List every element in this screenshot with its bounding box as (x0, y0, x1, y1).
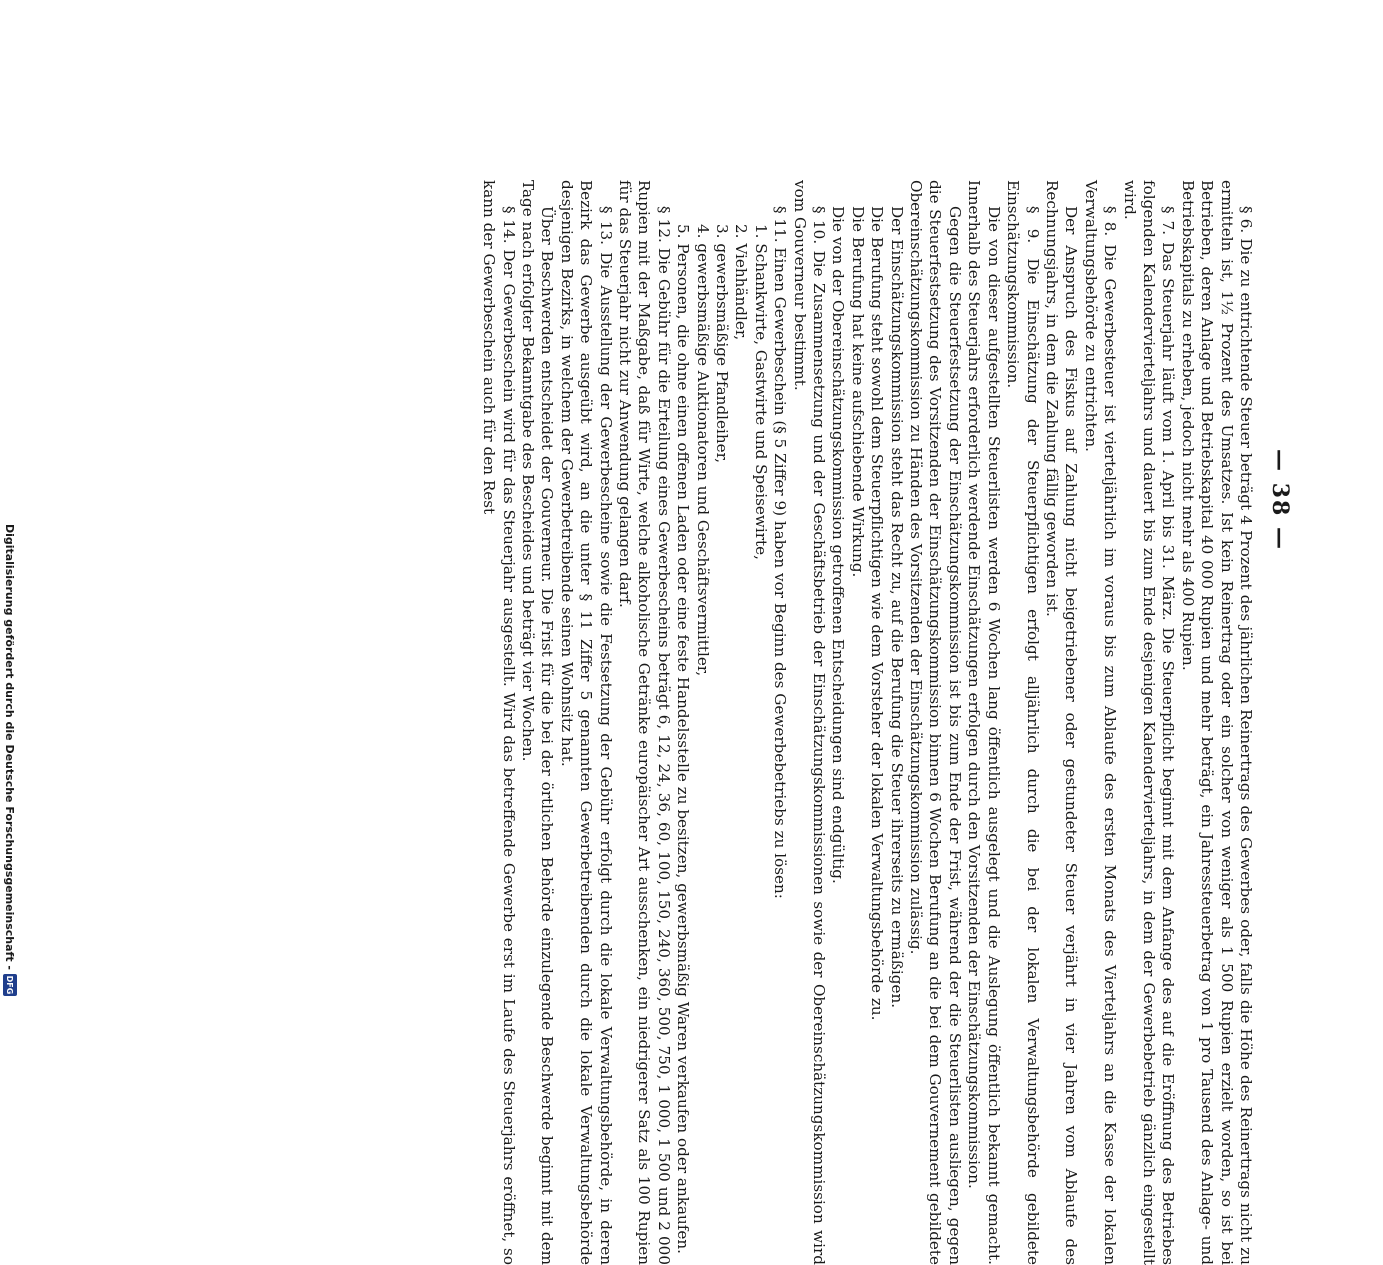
paragraph-10: § 10. Die Zusammensetzung und der Geschäftsbetrieb der Einschätzungskommissionen sowie der Obereinschätzungskommission wird vom Gouverneur bestimmt. (790, 180, 829, 1265)
list-item: 1. Schankwirte, Gastwirte und Speisewirte, (751, 224, 770, 560)
page-number: — 38 — (1267, 449, 1293, 551)
list-item: 5. Personen, die ohne einen offenen Laden oder eine feste Handelsstelle zu besitzen, gewerbsmäßig Waren verkaufen oder ankaufen. (674, 224, 693, 1255)
paragraph-14: § 14. Der Gewerbeschein wird für das Steuerjahr ausgestellt. Wird das betreffende Gewerbe erst im Laufe des Steuerjahrs eröffnet, so kann der Gewerbeschein auch für den Rest (480, 180, 518, 1265)
paragraph-12: § 12. Die Gebühr für die Erteilung eines Gewerbescheins beträgt 6, 12, 24, 36, 60, 100, 150, 240, 360, 500, 750, 1 000, 1 500 und 2 000 Rupien mit der Maßgabe, daß für Wirte, welche alkoholische Getränke europäischer Art ausschenken, ein niedrigerer Satz als 100 Rupien für das Steuerjahr nicht zur Anwendung gelangen darf. (616, 180, 673, 1265)
paragraph-9c: Gegen die Steuerfestsetzung der Einschätzungskommission ist bis zum Ende der Frist, während der die Steuerlisten ausliegen, gegen die Steuerfestsetzung des Vorsitzenden der Einschätzungskommission binnen 6 Wochen Berufung an die bei dem Gouvernement gebildete Obereinschätzungskommission zu Händen des Vorsitzenden der Einschätzungskommission zulässig. (907, 180, 964, 1265)
paragraph-9f: Die Berufung hat keine aufschiebende Wirkung. (848, 206, 867, 578)
list-item: 4. gewerbsmäßige Auktionatoren und Geschäftsvermittler, (693, 224, 712, 677)
paragraph-13b: Über Beschwerden entscheidet der Gouverneur. Die Frist für die bei der örtlichen Behörde einzulegende Beschwerde beginnt mit dem Tage nach erfolgter Bekanntgabe des Bescheides und beträgt vier Wochen. (518, 180, 557, 1265)
paragraph-9d: Der Einschätzungskommission steht das Recht zu, auf die Berufung die Steuer ihrerseits zu ermäßigen. (887, 206, 906, 1009)
paragraph-13: § 13. Die Ausstellung der Gewerbescheine sowie die Festsetzung der Gebühr erfolgt durch die lokale Verwaltungsbehörde, in deren Bezirk das Gewerbe ausgeübt wird, an die unter § 11 Ziffer 5 genannten Gewerbetreibenden durch die lokale Verwaltungsbehörde desjenigen Bezirks, in welchem der Gewerbetreibende seinen Wohnsitz hat. (557, 180, 615, 1265)
footer-text: Digitalisierung gefördert durch die Deutsche Forschungsgemeinschaft - (3, 523, 17, 970)
paragraph-6: § 6. Die zu entrichtende Steuer beträgt 4 Prozent des jährlichen Reinertrags des Gewerbes oder, falls die Höhe des Reinertrags nicht zu ermitteln ist, 1½ Prozent des Umsatzes. Ist kein Reinertrag oder ein solcher von weniger als 1 500 Rupien erzielt worden, so ist bei Betrieben, deren Anlage und Betriebskapital 40 000 Rupien und mehr beträgt, ein Jahressteuerbetrag von 1 pro Tausend des Anlage- und Betriebskapitals zu erheben, jedoch nicht mehr als 400 Rupien. (1178, 180, 1255, 1265)
list-item: 3. gewerbsmäßige Pfandleiher, (713, 224, 732, 464)
body-text (479, 180, 1255, 1265)
dfg-logo: DFG (3, 974, 17, 996)
list-item: 2. Viehhändler, (732, 224, 751, 341)
digitization-footer (0, 0, 20, 1000)
paragraph-11: § 11. Einen Gewerbeschein (§ 5 Ziffer 9) haben vor Beginn des Gewerbebetriebs zu lösen: (771, 206, 790, 899)
paragraph-8: § 8. Die Gewerbesteuer ist vierteljährlich im voraus bis zum Ablaufe des ersten Monats des Vierteljahrs an die Kasse der lokalen Verwaltungsbehörde zu entrichten. (1081, 180, 1120, 1265)
paragraph-9g: Die von der Obereinschätzungskommission getroffenen Entscheidungen sind endgültig. (829, 206, 848, 884)
paragraph-9b: Die von dieser aufgestellten Steuerlisten werden 6 Wochen lang öffentlich ausgelegt und die Auslegung öffentlich bekannt gemacht. Innerhalb des Steuerjahrs erforderlich werdende Einschätzungen erfolgen durch den Vorsitzenden der Einschätzungskommission. (965, 180, 1003, 1265)
licence-list (673, 180, 770, 1265)
paragraph-8b: Der Anspruch des Fiskus auf Zahlung nicht beigetriebener oder gestundeter Steuer verjährt in vier Jahren vom Ablaufe des Rechnungsjahrs, in dem die Zahlung fällig geworden ist. (1042, 180, 1081, 1265)
paragraph-7: § 7. Das Steuerjahr läuft vom 1. April bis 31. März. Die Steuerpflicht beginnt mit dem Anfange des auf die Eröffnung des Betriebes folgenden Kalendervierteljahrs und dauert bis zum Ende desjenigen Kalendervierteljahrs, in dem der Gewerbebetrieb gänzlich eingestellt wird. (1120, 180, 1178, 1265)
paragraph-9e: Die Berufung steht sowohl dem Steuerpflichtigen wie dem Vorsteher der lokalen Verwaltungsbehörde zu. (868, 206, 887, 1021)
paragraph-9: § 9. Die Einschätzung der Steuerpflichtigen erfolgt alljährlich durch die bei der lokalen Verwaltungsbehörde gebildete Einschätzungskommission. (1004, 180, 1042, 1265)
